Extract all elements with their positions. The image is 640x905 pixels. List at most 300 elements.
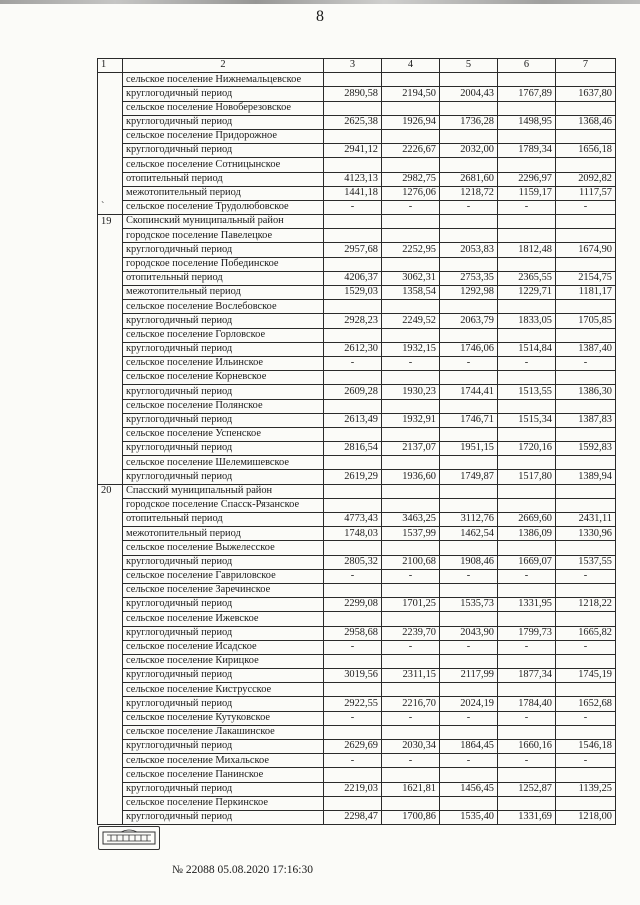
table-row bbox=[98, 129, 616, 143]
row-number-cell bbox=[98, 342, 123, 356]
empty-cell bbox=[324, 399, 382, 413]
empty-cell bbox=[440, 158, 498, 172]
value-cell: 1926,94 bbox=[382, 115, 440, 129]
row-number-cell bbox=[98, 186, 123, 200]
row-number-cell bbox=[98, 356, 123, 370]
value-cell: 1705,85 bbox=[556, 314, 616, 328]
empty-cell bbox=[440, 612, 498, 626]
value-cell: 1746,06 bbox=[440, 342, 498, 356]
empty-cell bbox=[556, 498, 616, 512]
row-name-cell: круглогодичный период bbox=[123, 442, 324, 456]
value-cell: - bbox=[440, 356, 498, 370]
table-row bbox=[98, 101, 616, 115]
table-row bbox=[98, 541, 616, 555]
row-number-cell bbox=[98, 513, 123, 527]
value-cell: 2365,55 bbox=[498, 271, 556, 285]
value-cell: 1745,19 bbox=[556, 669, 616, 683]
empty-cell bbox=[498, 328, 556, 342]
empty-cell bbox=[324, 796, 382, 810]
value-cell: 2928,23 bbox=[324, 314, 382, 328]
row-number-cell bbox=[98, 598, 123, 612]
value-cell: 2249,52 bbox=[382, 314, 440, 328]
table-row bbox=[98, 810, 616, 824]
value-cell: 1799,73 bbox=[498, 626, 556, 640]
value-cell: - bbox=[556, 356, 616, 370]
table-row bbox=[98, 271, 616, 285]
row-name-cell: межотопительный период bbox=[123, 527, 324, 541]
table-row bbox=[98, 711, 616, 725]
value-cell: 4123,13 bbox=[324, 172, 382, 186]
empty-cell bbox=[498, 541, 556, 555]
table-row bbox=[98, 725, 616, 739]
row-name-cell: круглогодичный период bbox=[123, 342, 324, 356]
value-cell: 1387,40 bbox=[556, 342, 616, 356]
value-cell: 2117,99 bbox=[440, 669, 498, 683]
document-stamp-number: № 22088 05.08.2020 17:16:30 bbox=[172, 864, 313, 876]
empty-cell bbox=[382, 725, 440, 739]
empty-cell bbox=[498, 612, 556, 626]
row-number-cell bbox=[98, 583, 123, 597]
row-number-cell bbox=[98, 654, 123, 668]
row-number-cell: 19 bbox=[98, 215, 123, 229]
value-cell: 1700,86 bbox=[382, 810, 440, 824]
empty-cell bbox=[382, 158, 440, 172]
empty-cell bbox=[440, 427, 498, 441]
empty-cell bbox=[382, 427, 440, 441]
empty-cell bbox=[556, 725, 616, 739]
row-number-cell bbox=[98, 725, 123, 739]
value-cell: - bbox=[324, 640, 382, 654]
empty-cell bbox=[324, 612, 382, 626]
row-name-cell: сельское поселение Придорожное bbox=[123, 129, 324, 143]
value-cell: 1744,41 bbox=[440, 385, 498, 399]
value-cell: 2619,29 bbox=[324, 470, 382, 484]
row-name-cell: круглогодичный период bbox=[123, 810, 324, 824]
empty-cell bbox=[498, 73, 556, 87]
row-number-cell bbox=[98, 300, 123, 314]
value-cell: 1951,15 bbox=[440, 442, 498, 456]
empty-cell bbox=[382, 215, 440, 229]
value-cell: 2298,47 bbox=[324, 810, 382, 824]
value-cell: 2299,08 bbox=[324, 598, 382, 612]
value-cell: 3463,25 bbox=[382, 513, 440, 527]
value-cell: - bbox=[440, 569, 498, 583]
row-name-cell: сельское поселение Полянское bbox=[123, 399, 324, 413]
empty-cell bbox=[382, 654, 440, 668]
value-cell: 2296,97 bbox=[498, 172, 556, 186]
row-name-cell: сельское поселение Исадское bbox=[123, 640, 324, 654]
value-cell: 2252,95 bbox=[382, 243, 440, 257]
table-row bbox=[98, 527, 616, 541]
row-number-cell bbox=[98, 172, 123, 186]
empty-cell bbox=[498, 498, 556, 512]
row-number-cell bbox=[98, 243, 123, 257]
row-name-cell: круглогодичный период bbox=[123, 740, 324, 754]
empty-cell bbox=[382, 583, 440, 597]
empty-cell bbox=[440, 796, 498, 810]
table-row bbox=[98, 782, 616, 796]
value-cell: 2043,90 bbox=[440, 626, 498, 640]
empty-cell bbox=[324, 583, 382, 597]
row-name-cell: сельское поселение Новоберезовское bbox=[123, 101, 324, 115]
empty-cell bbox=[382, 229, 440, 243]
column-header: 1 bbox=[98, 59, 123, 73]
empty-cell bbox=[498, 101, 556, 115]
row-name-cell: сельское поселение Гавриловское bbox=[123, 569, 324, 583]
value-cell: 1621,81 bbox=[382, 782, 440, 796]
row-number-cell bbox=[98, 669, 123, 683]
value-cell: 2053,83 bbox=[440, 243, 498, 257]
empty-cell bbox=[498, 399, 556, 413]
row-number-cell bbox=[98, 328, 123, 342]
row-name-cell: круглогодичный период bbox=[123, 555, 324, 569]
value-cell: 2629,69 bbox=[324, 740, 382, 754]
value-cell: 1749,87 bbox=[440, 470, 498, 484]
value-cell: 4206,37 bbox=[324, 271, 382, 285]
row-number-cell bbox=[98, 413, 123, 427]
row-number-cell bbox=[98, 257, 123, 271]
value-cell: - bbox=[440, 200, 498, 214]
table-row bbox=[98, 413, 616, 427]
empty-cell bbox=[498, 796, 556, 810]
column-header: 3 bbox=[324, 59, 382, 73]
table-row bbox=[98, 768, 616, 782]
empty-cell bbox=[440, 215, 498, 229]
value-cell: 1930,23 bbox=[382, 385, 440, 399]
row-number-cell bbox=[98, 498, 123, 512]
row-number-cell bbox=[98, 612, 123, 626]
empty-cell bbox=[382, 498, 440, 512]
table-row bbox=[98, 513, 616, 527]
row-number-cell bbox=[98, 115, 123, 129]
table-row bbox=[98, 796, 616, 810]
empty-cell bbox=[324, 215, 382, 229]
empty-cell bbox=[556, 612, 616, 626]
value-cell: 1592,83 bbox=[556, 442, 616, 456]
row-number-cell bbox=[98, 101, 123, 115]
value-cell: 2982,75 bbox=[382, 172, 440, 186]
table-row bbox=[98, 456, 616, 470]
row-name-cell: отопительный период bbox=[123, 271, 324, 285]
value-cell: 2311,15 bbox=[382, 669, 440, 683]
empty-cell bbox=[440, 129, 498, 143]
row-name-cell: круглогодичный период bbox=[123, 598, 324, 612]
value-cell: 1515,34 bbox=[498, 413, 556, 427]
value-cell: 1652,68 bbox=[556, 697, 616, 711]
value-cell: - bbox=[324, 569, 382, 583]
value-cell: 1535,73 bbox=[440, 598, 498, 612]
scan-edge-line bbox=[0, 0, 640, 4]
value-cell: - bbox=[498, 569, 556, 583]
empty-cell bbox=[440, 541, 498, 555]
value-cell: 1252,87 bbox=[498, 782, 556, 796]
empty-cell bbox=[324, 73, 382, 87]
value-cell: 2669,60 bbox=[498, 513, 556, 527]
row-number-cell bbox=[98, 129, 123, 143]
row-number-cell bbox=[98, 456, 123, 470]
row-number-cell bbox=[98, 555, 123, 569]
empty-cell bbox=[498, 158, 556, 172]
value-cell: 1218,72 bbox=[440, 186, 498, 200]
table-row bbox=[98, 73, 616, 87]
row-number-cell bbox=[98, 271, 123, 285]
value-cell: 1789,34 bbox=[498, 144, 556, 158]
table-row bbox=[98, 442, 616, 456]
value-cell: 3062,31 bbox=[382, 271, 440, 285]
empty-cell bbox=[556, 129, 616, 143]
row-name-cell: круглогодичный период bbox=[123, 626, 324, 640]
empty-cell bbox=[324, 683, 382, 697]
row-name-cell: сельское поселение Кирицкое bbox=[123, 654, 324, 668]
row-number-cell bbox=[98, 385, 123, 399]
value-cell: - bbox=[556, 711, 616, 725]
empty-cell bbox=[498, 654, 556, 668]
empty-cell bbox=[382, 683, 440, 697]
table-row bbox=[98, 498, 616, 512]
row-number-cell bbox=[98, 810, 123, 824]
row-number-cell bbox=[98, 314, 123, 328]
table-row bbox=[98, 399, 616, 413]
empty-cell bbox=[440, 300, 498, 314]
value-cell: - bbox=[556, 200, 616, 214]
table-header-row bbox=[98, 59, 616, 73]
value-cell: 1387,83 bbox=[556, 413, 616, 427]
value-cell: 2154,75 bbox=[556, 271, 616, 285]
empty-cell bbox=[324, 158, 382, 172]
column-header: 6 bbox=[498, 59, 556, 73]
row-number-cell bbox=[98, 427, 123, 441]
value-cell: - bbox=[382, 569, 440, 583]
empty-cell bbox=[324, 427, 382, 441]
value-cell: 1292,98 bbox=[440, 286, 498, 300]
empty-cell bbox=[556, 229, 616, 243]
value-cell: 3112,76 bbox=[440, 513, 498, 527]
row-name-cell: Спасский муниципальный район bbox=[123, 484, 324, 498]
empty-cell bbox=[498, 257, 556, 271]
empty-cell bbox=[556, 158, 616, 172]
value-cell: - bbox=[440, 640, 498, 654]
empty-cell bbox=[498, 129, 556, 143]
value-cell: 1833,05 bbox=[498, 314, 556, 328]
row-name-cell: круглогодичный период bbox=[123, 243, 324, 257]
empty-cell bbox=[556, 300, 616, 314]
row-number-cell bbox=[98, 768, 123, 782]
empty-cell bbox=[324, 541, 382, 555]
empty-cell bbox=[556, 541, 616, 555]
empty-cell bbox=[324, 768, 382, 782]
row-name-cell: круглогодичный период bbox=[123, 782, 324, 796]
value-cell: 1748,03 bbox=[324, 527, 382, 541]
value-cell: - bbox=[324, 754, 382, 768]
empty-cell bbox=[382, 796, 440, 810]
value-cell: 2092,82 bbox=[556, 172, 616, 186]
table-row bbox=[98, 158, 616, 172]
empty-cell bbox=[498, 215, 556, 229]
value-cell: - bbox=[440, 754, 498, 768]
empty-cell bbox=[324, 129, 382, 143]
value-cell: 2226,67 bbox=[382, 144, 440, 158]
table-row bbox=[98, 470, 616, 484]
row-number-cell bbox=[98, 697, 123, 711]
table-row bbox=[98, 229, 616, 243]
empty-cell bbox=[382, 257, 440, 271]
row-number-cell bbox=[98, 286, 123, 300]
table-row bbox=[98, 669, 616, 683]
row-number-cell: 20 bbox=[98, 484, 123, 498]
value-cell: 1932,91 bbox=[382, 413, 440, 427]
table-row bbox=[98, 385, 616, 399]
empty-cell bbox=[440, 725, 498, 739]
row-name-cell: сельское поселение Ижевское bbox=[123, 612, 324, 626]
empty-cell bbox=[556, 654, 616, 668]
value-cell: - bbox=[556, 754, 616, 768]
row-number-cell bbox=[98, 782, 123, 796]
row-number-cell bbox=[98, 711, 123, 725]
row-number-cell bbox=[98, 569, 123, 583]
empty-cell bbox=[440, 73, 498, 87]
value-cell: 2024,19 bbox=[440, 697, 498, 711]
empty-cell bbox=[382, 612, 440, 626]
empty-cell bbox=[440, 101, 498, 115]
empty-cell bbox=[324, 725, 382, 739]
row-name-cell: круглогодичный период bbox=[123, 470, 324, 484]
row-number-cell bbox=[98, 73, 123, 87]
table-row bbox=[98, 427, 616, 441]
empty-cell bbox=[382, 101, 440, 115]
empty-cell bbox=[324, 498, 382, 512]
table-row bbox=[98, 172, 616, 186]
empty-cell bbox=[556, 215, 616, 229]
row-name-cell: сельское поселение Вослебовское bbox=[123, 300, 324, 314]
row-number-cell bbox=[98, 229, 123, 243]
row-number-cell bbox=[98, 158, 123, 172]
empty-cell bbox=[556, 371, 616, 385]
table-row bbox=[98, 328, 616, 342]
value-cell: 1159,17 bbox=[498, 186, 556, 200]
value-cell: 1746,71 bbox=[440, 413, 498, 427]
empty-cell bbox=[324, 328, 382, 342]
value-cell: 2816,54 bbox=[324, 442, 382, 456]
value-cell: 2063,79 bbox=[440, 314, 498, 328]
value-cell: 1784,40 bbox=[498, 697, 556, 711]
empty-cell bbox=[324, 654, 382, 668]
value-cell: 1513,55 bbox=[498, 385, 556, 399]
row-name-cell: сельское поселение Михальское bbox=[123, 754, 324, 768]
value-cell: 1864,45 bbox=[440, 740, 498, 754]
value-cell: 2753,35 bbox=[440, 271, 498, 285]
row-name-cell: городское поселение Павелецкое bbox=[123, 229, 324, 243]
row-name-cell: круглогодичный период bbox=[123, 413, 324, 427]
empty-cell bbox=[324, 456, 382, 470]
value-cell: 2431,11 bbox=[556, 513, 616, 527]
value-cell: 1674,90 bbox=[556, 243, 616, 257]
value-cell: 1368,46 bbox=[556, 115, 616, 129]
row-name-cell: сельское поселение Шелемишевское bbox=[123, 456, 324, 470]
empty-cell bbox=[440, 768, 498, 782]
row-number-cell bbox=[98, 740, 123, 754]
table-row bbox=[98, 314, 616, 328]
value-cell: 1276,06 bbox=[382, 186, 440, 200]
empty-cell bbox=[498, 300, 556, 314]
row-name-cell: круглогодичный период bbox=[123, 697, 324, 711]
value-cell: 4773,43 bbox=[324, 513, 382, 527]
value-cell: 1656,18 bbox=[556, 144, 616, 158]
table-row bbox=[98, 186, 616, 200]
value-cell: 1932,15 bbox=[382, 342, 440, 356]
value-cell: - bbox=[324, 711, 382, 725]
value-cell: 2100,68 bbox=[382, 555, 440, 569]
value-cell: 1701,25 bbox=[382, 598, 440, 612]
row-name-cell: сельское поселение Лакашинское bbox=[123, 725, 324, 739]
row-name-cell: сельское поселение Выжелесское bbox=[123, 541, 324, 555]
value-cell: 1229,71 bbox=[498, 286, 556, 300]
empty-cell bbox=[440, 456, 498, 470]
row-name-cell: сельское поселение Заречинское bbox=[123, 583, 324, 597]
value-cell: 1358,54 bbox=[382, 286, 440, 300]
seal-stamp-icon bbox=[98, 826, 160, 850]
value-cell: 2030,34 bbox=[382, 740, 440, 754]
empty-cell bbox=[382, 371, 440, 385]
row-number-cell bbox=[98, 371, 123, 385]
row-name-cell: сельское поселение Киструсское bbox=[123, 683, 324, 697]
value-cell: 2941,12 bbox=[324, 144, 382, 158]
row-number-cell bbox=[98, 442, 123, 456]
value-cell: 1330,96 bbox=[556, 527, 616, 541]
empty-cell bbox=[324, 101, 382, 115]
empty-cell bbox=[556, 427, 616, 441]
table-row bbox=[98, 300, 616, 314]
empty-cell bbox=[382, 541, 440, 555]
empty-cell bbox=[440, 498, 498, 512]
value-cell: 1537,99 bbox=[382, 527, 440, 541]
table-row bbox=[98, 654, 616, 668]
table-row bbox=[98, 683, 616, 697]
table-row bbox=[98, 583, 616, 597]
value-cell: 1535,40 bbox=[440, 810, 498, 824]
empty-cell bbox=[556, 328, 616, 342]
empty-cell bbox=[498, 583, 556, 597]
empty-cell bbox=[382, 73, 440, 87]
value-cell: - bbox=[324, 356, 382, 370]
value-cell: - bbox=[382, 640, 440, 654]
row-name-cell: круглогодичный период bbox=[123, 669, 324, 683]
page-number: 8 bbox=[316, 8, 324, 25]
value-cell: 2922,55 bbox=[324, 697, 382, 711]
empty-cell bbox=[498, 768, 556, 782]
row-name-cell: сельское поселение Нижнемальцевское bbox=[123, 73, 324, 87]
row-name-cell: круглогодичный период bbox=[123, 385, 324, 399]
value-cell: 1537,55 bbox=[556, 555, 616, 569]
empty-cell bbox=[440, 583, 498, 597]
value-cell: 2137,07 bbox=[382, 442, 440, 456]
row-name-cell: Скопинский муниципальный район bbox=[123, 215, 324, 229]
empty-cell bbox=[440, 484, 498, 498]
tariff-table bbox=[97, 58, 616, 825]
row-name-cell: отопительный период bbox=[123, 513, 324, 527]
row-name-cell: сельское поселение Перкинское bbox=[123, 796, 324, 810]
row-name-cell: сельское поселение Успенское bbox=[123, 427, 324, 441]
empty-cell bbox=[498, 456, 556, 470]
empty-cell bbox=[440, 683, 498, 697]
empty-cell bbox=[498, 683, 556, 697]
table-row bbox=[98, 640, 616, 654]
empty-cell bbox=[382, 456, 440, 470]
value-cell: 1498,95 bbox=[498, 115, 556, 129]
value-cell: 2612,30 bbox=[324, 342, 382, 356]
column-header: 5 bbox=[440, 59, 498, 73]
table-row bbox=[98, 612, 616, 626]
empty-cell bbox=[556, 583, 616, 597]
